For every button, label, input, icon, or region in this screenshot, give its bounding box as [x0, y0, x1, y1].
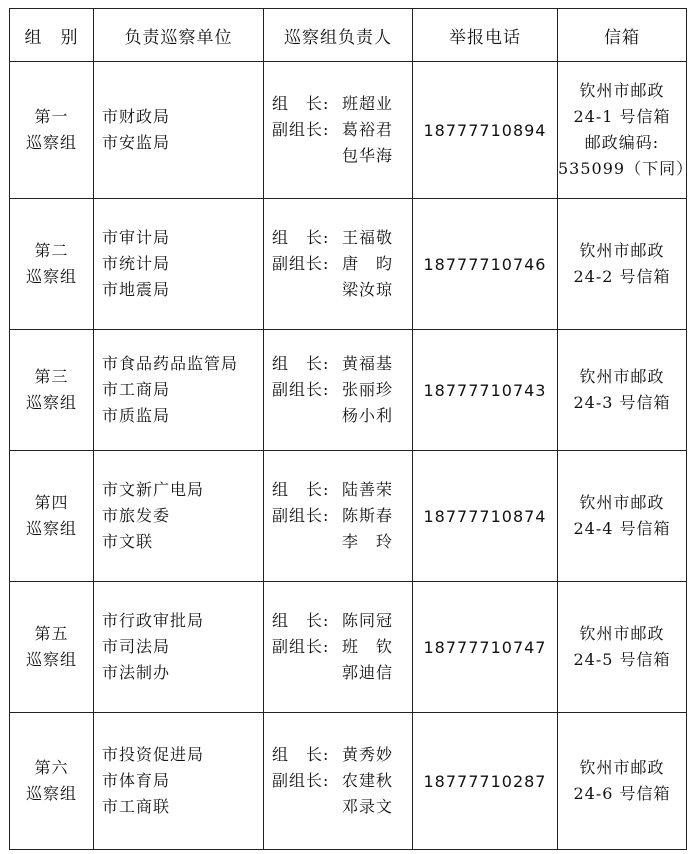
leaders-cell — [264, 330, 413, 451]
header-mailbox: 信箱 — [558, 9, 687, 62]
phone-number: 18777710894 — [413, 62, 558, 199]
leaders-cell — [264, 199, 413, 330]
group-label: 巡察组 — [25, 784, 77, 803]
leader-name: 黄福基 — [342, 354, 394, 373]
unit-name: 市旅发委 — [102, 506, 171, 525]
phone-number: 18777710747 — [413, 582, 558, 713]
unit-name: 市工商联 — [102, 797, 171, 816]
unit-name: 市食品药品监管局 — [102, 354, 239, 373]
postcode-label: 邮政编码: — [584, 133, 660, 152]
group-cell — [10, 582, 94, 713]
table-header-row — [10, 9, 687, 62]
mailbox-cell — [558, 330, 687, 451]
unit-name: 市地震局 — [102, 280, 171, 299]
header-leaders: 巡察组负责人 — [264, 9, 413, 62]
deputy-role: 副组长: — [272, 254, 330, 273]
mailbox-cell — [558, 62, 694, 199]
mailbox-number: 24-4 号信箱 — [573, 519, 671, 538]
unit-name: 市行政审批局 — [102, 611, 205, 630]
group-label: 巡察组 — [25, 133, 77, 152]
group-label: 巡察组 — [25, 650, 77, 669]
mailbox-cell — [558, 582, 687, 713]
group-label: 巡察组 — [25, 393, 77, 412]
mailbox-number: 24-6 号信箱 — [573, 784, 671, 803]
leader-name: 黄秀妙 — [342, 745, 394, 764]
deputy-role: 副组长: — [272, 771, 330, 790]
table-row — [10, 62, 687, 199]
leader-name: 陆善荣 — [342, 480, 394, 499]
leaders-cell — [264, 713, 413, 850]
units-cell — [94, 451, 264, 582]
leaders-cell — [264, 451, 413, 582]
mailbox-number: 24-1 号信箱 — [573, 107, 671, 126]
leader-role: 组 长: — [272, 94, 330, 113]
group-number: 第二 — [34, 241, 69, 260]
unit-name: 市审计局 — [102, 228, 171, 247]
leader-role: 组 长: — [272, 480, 330, 499]
group-cell — [10, 451, 94, 582]
header-phone: 举报电话 — [413, 9, 558, 62]
mailbox-city: 钦州市邮政 — [579, 624, 665, 643]
deputy-name: 陈斯春 — [342, 506, 394, 525]
units-cell — [94, 713, 264, 850]
unit-name: 市财政局 — [102, 107, 171, 126]
units-cell — [94, 62, 264, 199]
unit-name: 市工商局 — [102, 380, 171, 399]
leader-name: 王福敬 — [342, 228, 394, 247]
leader-role: 组 长: — [272, 611, 330, 630]
units-cell — [94, 330, 264, 451]
deputy-name: 葛裕君 — [342, 120, 394, 139]
inspection-group-table — [9, 8, 694, 850]
mailbox-city: 钦州市邮政 — [579, 241, 665, 260]
mailbox-cell — [558, 451, 687, 582]
mailbox-number: 24-3 号信箱 — [573, 393, 671, 412]
mailbox-city: 钦州市邮政 — [579, 758, 665, 777]
header-units: 负责巡察单位 — [94, 9, 264, 62]
deputy-name: 唐 昀 — [342, 254, 394, 273]
group-cell — [10, 199, 94, 330]
group-cell — [10, 62, 94, 199]
table-row — [10, 199, 687, 330]
group-number: 第五 — [34, 624, 69, 643]
unit-name: 市文联 — [102, 532, 154, 551]
leader-role: 组 长: — [272, 354, 330, 373]
leaders-cell — [264, 62, 413, 199]
unit-name: 市统计局 — [102, 254, 171, 273]
postcode-value: 535099（下同） — [558, 159, 694, 178]
leader-name: 班超业 — [342, 94, 394, 113]
table-row — [10, 330, 687, 451]
phone-number: 18777710874 — [413, 451, 558, 582]
unit-name: 市文新广电局 — [102, 480, 205, 499]
deputy-name: 梁汝琼 — [342, 280, 394, 299]
mailbox-city: 钦州市邮政 — [579, 367, 665, 386]
table-row — [10, 582, 687, 713]
group-label: 巡察组 — [25, 519, 77, 538]
unit-name: 市法制办 — [102, 663, 171, 682]
phone-number: 18777710746 — [413, 199, 558, 330]
unit-name: 市体育局 — [102, 771, 171, 790]
header-group: 组 别 — [10, 9, 94, 62]
group-number: 第四 — [34, 493, 69, 512]
group-cell — [10, 330, 94, 451]
mailbox-cell — [558, 199, 687, 330]
leader-role: 组 长: — [272, 745, 330, 764]
mailbox-city: 钦州市邮政 — [579, 81, 665, 100]
units-cell — [94, 582, 264, 713]
group-number: 第三 — [34, 367, 69, 386]
unit-name: 市投资促进局 — [102, 745, 205, 764]
deputy-name: 张丽珍 — [342, 380, 394, 399]
leader-name: 陈同冠 — [342, 611, 394, 630]
table-row — [10, 451, 687, 582]
unit-name: 市安监局 — [102, 133, 171, 152]
deputy-role: 副组长: — [272, 506, 330, 525]
group-label: 巡察组 — [25, 267, 77, 286]
leader-role: 组 长: — [272, 228, 330, 247]
group-number: 第六 — [34, 758, 69, 777]
unit-name: 市司法局 — [102, 637, 171, 656]
mailbox-cell — [558, 713, 687, 850]
phone-number: 18777710743 — [413, 330, 558, 451]
deputy-name: 农建秋 — [342, 771, 394, 790]
mailbox-city: 钦州市邮政 — [579, 493, 665, 512]
deputy-name: 李 玲 — [342, 532, 394, 551]
leaders-cell — [264, 582, 413, 713]
unit-name: 市质监局 — [102, 406, 171, 425]
mailbox-number: 24-2 号信箱 — [573, 267, 671, 286]
units-cell — [94, 199, 264, 330]
phone-number: 18777710287 — [413, 713, 558, 850]
deputy-name: 杨小利 — [342, 406, 394, 425]
mailbox-number: 24-5 号信箱 — [573, 650, 671, 669]
deputy-name: 邓录文 — [342, 797, 394, 816]
deputy-name: 郭迪信 — [342, 663, 394, 682]
group-cell — [10, 713, 94, 850]
deputy-name: 班 钦 — [342, 637, 394, 656]
table-row — [10, 713, 687, 850]
deputy-name: 包华海 — [342, 146, 394, 165]
deputy-role: 副组长: — [272, 120, 330, 139]
deputy-role: 副组长: — [272, 380, 330, 399]
group-number: 第一 — [34, 107, 69, 126]
deputy-role: 副组长: — [272, 637, 330, 656]
